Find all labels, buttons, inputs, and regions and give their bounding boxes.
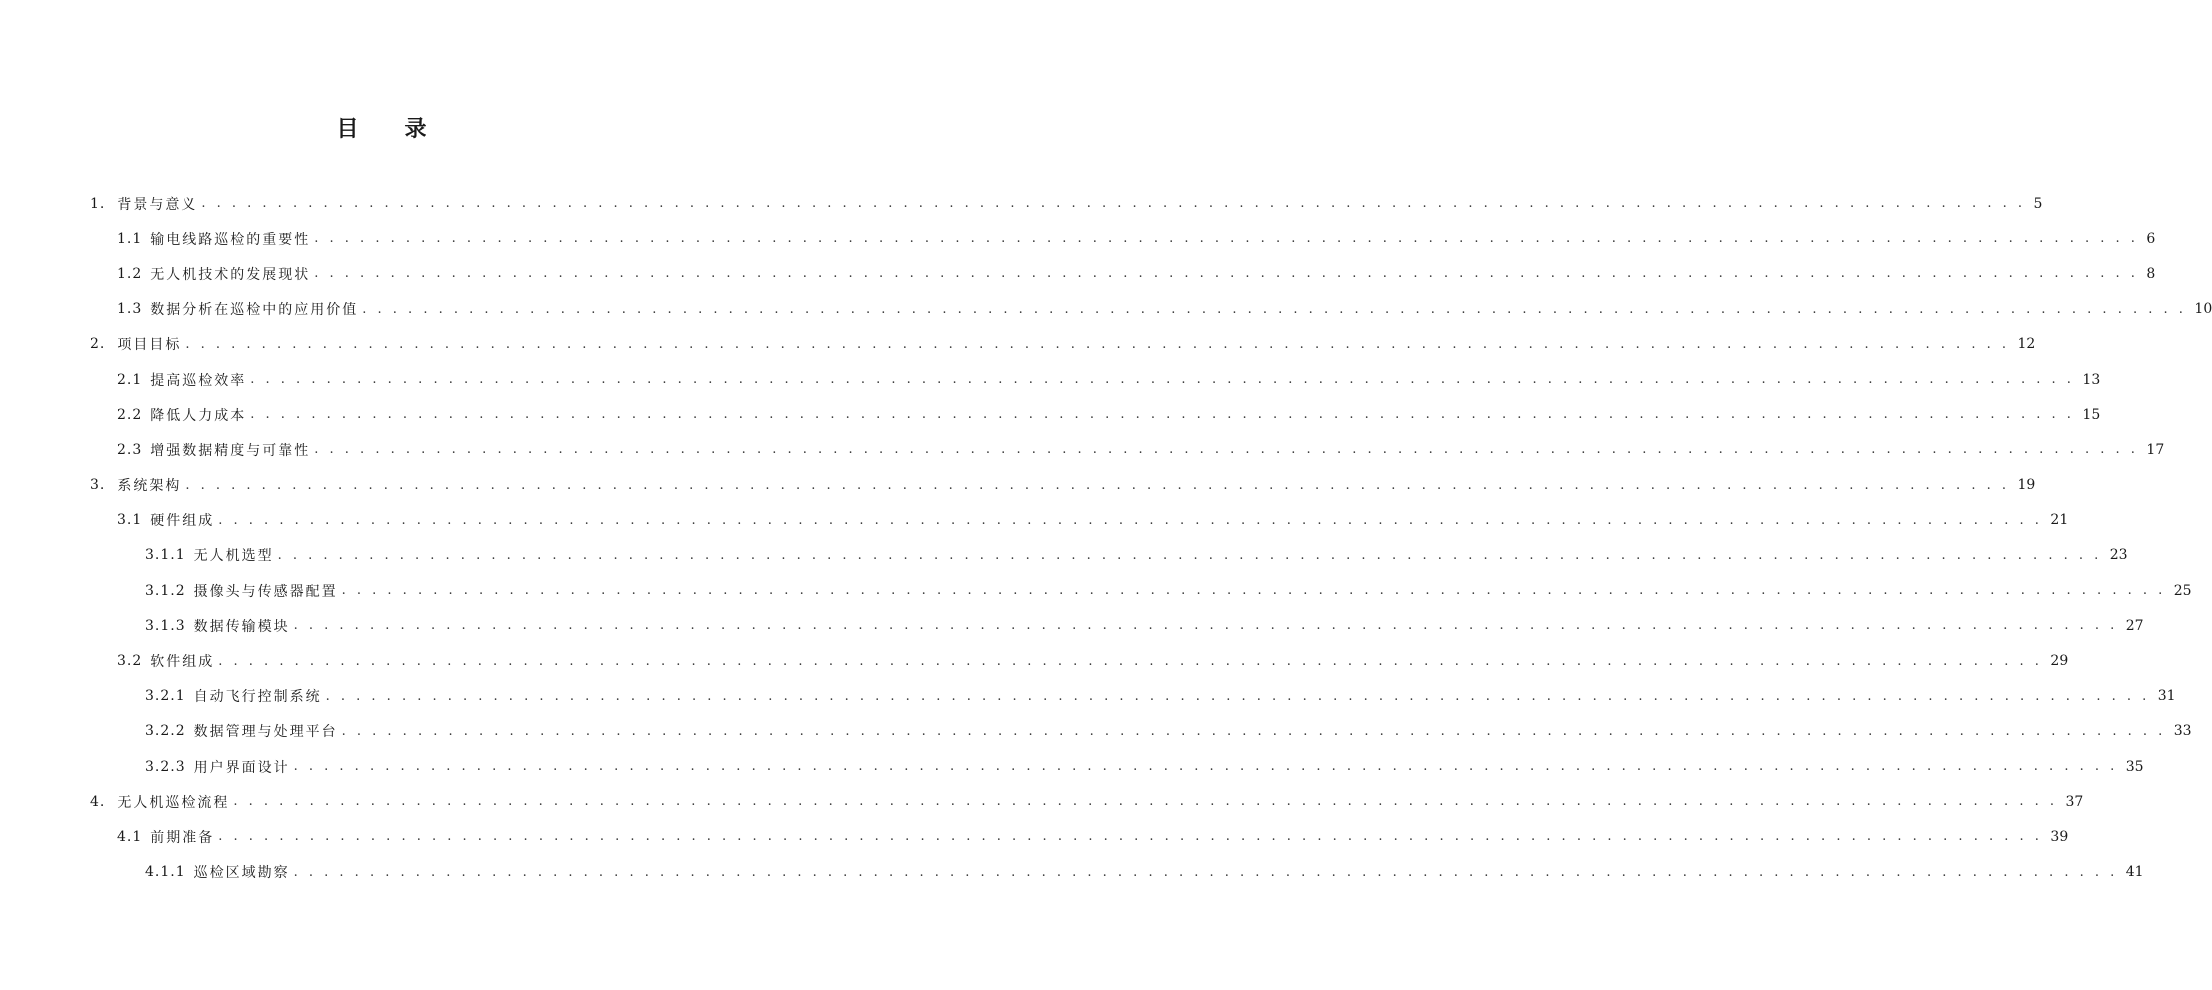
toc-entry[interactable] (0, 292, 2212, 327)
toc-entry-page-number: 29 (2050, 653, 2069, 670)
toc-entry-title: 摄像头与传感器配置 (193, 583, 338, 600)
toc-entry-page-number: 12 (2017, 336, 2036, 353)
toc-entry[interactable] (0, 397, 2101, 432)
toc-dot-leader: . . . . . . . . . . . . . . . . . . . . . . . . . . . . . . . . . . . . . . . . . . . . . . . . . . . . . . . . . . . . . . . . . . . . . . . . . . . . . . . . . . . . . . . . . . . . . . . . . . . . . . . . . . . . . . . . . . . . . . . . (314, 266, 2139, 282)
toc-entry-page-number: 5 (2033, 195, 2043, 212)
page-title-char-1: 目 (336, 117, 361, 142)
toc-dot-leader: . . . . . . . . . . . . . . . . . . . . . . . . . . . . . . . . . . . . . . . . . . . . . . . . . . . . . . . . . . . . . . . . . . . . . . . . . . . . . . . . . . . . . . . . . . . . . . . . . . . . . . . . . . . . . . . . . . . . . . . . (185, 336, 2010, 352)
page-title (0, 112, 765, 143)
toc-entry-number: 4. (90, 793, 106, 810)
toc-entry-title: 前期准备 (150, 829, 215, 846)
toc-entry-number: 3.2.2 (145, 723, 186, 740)
toc-dot-leader: . . . . . . . . . . . . . . . . . . . . . . . . . . . . . . . . . . . . . . . . . . . . . . . . . . . . . . . . . . . . . . . . . . . . . . . . . . . . . . . . . . . . . . . . . . . . . . . . . . . . . . . . . . . . . . . . . . . . . . . . (218, 512, 2043, 528)
toc-entry[interactable] (0, 327, 2036, 362)
toc-entry[interactable] (0, 819, 2069, 854)
toc-entry-title: 降低人力成本 (150, 407, 247, 424)
toc-entry-page-number: 25 (2173, 582, 2192, 599)
table-of-contents (0, 186, 2212, 890)
toc-entry[interactable] (0, 679, 2176, 714)
toc-entry-page-number: 8 (2146, 265, 2156, 282)
toc-dot-leader: . . . . . . . . . . . . . . . . . . . . . . . . . . . . . . . . . . . . . . . . . . . . . . . . . . . . . . . . . . . . . . . . . . . . . . . . . . . . . . . . . . . . . . . . . . . . . . . . . . . . . . . . . . . . . . . . . . . . . . . . (293, 759, 2118, 775)
toc-entry[interactable] (0, 714, 2192, 749)
toc-entry[interactable] (0, 256, 2156, 291)
toc-entry-title: 巡检区域勘察 (193, 865, 290, 882)
toc-entry-title: 提高巡检效率 (150, 372, 247, 389)
toc-entry-number: 3.2 (117, 653, 143, 670)
toc-entry[interactable] (0, 468, 2036, 503)
toc-dot-leader: . . . . . . . . . . . . . . . . . . . . . . . . . . . . . . . . . . . . . . . . . . . . . . . . . . . . . . . . . . . . . . . . . . . . . . . . . . . . . . . . . . . . . . . . . . . . . . . . . . . . . . . . . . . . . . . . . . . . . . . . (218, 653, 2043, 669)
toc-dot-leader: . . . . . . . . . . . . . . . . . . . . . . . . . . . . . . . . . . . . . . . . . . . . . . . . . . . . . . . . . . . . . . . . . . . . . . . . . . . . . . . . . . . . . . . . . . . . . . . . . . . . . . . . . . . . . . . . . . . . . . . . (325, 688, 2150, 704)
toc-entry-page-number: 10 (2194, 301, 2212, 318)
toc-entry[interactable] (0, 749, 2144, 784)
toc-entry[interactable] (0, 573, 2192, 608)
toc-entry-number: 1.3 (117, 301, 143, 318)
toc-entry-title: 背景与意义 (117, 196, 198, 213)
toc-entry-page-number: 37 (2065, 793, 2084, 810)
toc-entry-number: 2. (90, 336, 106, 353)
toc-entry-number: 2.3 (117, 441, 143, 458)
toc-dot-leader: . . . . . . . . . . . . . . . . . . . . . . . . . . . . . . . . . . . . . . . . . . . . . . . . . . . . . . . . . . . . . . . . . . . . . . . . . . . . . . . . . . . . . . . . . . . . . . . . . . . . . . . . . . . . . . . . . . . . . . . . (250, 372, 2075, 388)
toc-entry-page-number: 19 (2017, 477, 2036, 494)
toc-entry[interactable] (0, 538, 2128, 573)
toc-entry-page-number: 31 (2157, 688, 2176, 705)
toc-entry[interactable] (0, 608, 2144, 643)
toc-entry-page-number: 39 (2050, 828, 2069, 845)
toc-dot-leader: . . . . . . . . . . . . . . . . . . . . . . . . . . . . . . . . . . . . . . . . . . . . . . . . . . . . . . . . . . . . . . . . . . . . . . . . . . . . . . . . . . . . . . . . . . . . . . . . . . . . . . . . . . . . . . . . . . . . . . . . (341, 723, 2166, 739)
page-title-char-2: 录 (404, 117, 429, 142)
toc-entry[interactable] (0, 643, 2069, 678)
toc-entry-page-number: 17 (2146, 441, 2165, 458)
toc-entry-title: 无人机选型 (193, 548, 274, 565)
toc-dot-leader: . . . . . . . . . . . . . . . . . . . . . . . . . . . . . . . . . . . . . . . . . . . . . . . . . . . . . . . . . . . . . . . . . . . . . . . . . . . . . . . . . . . . . . . . . . . . . . . . . . . . . . . . . . . . . . . . . . . . . . . . (233, 794, 2058, 810)
toc-entry-number: 1. (90, 195, 106, 212)
toc-entry-page-number: 33 (2173, 723, 2192, 740)
toc-entry-title: 项目目标 (117, 337, 182, 354)
toc-dot-leader: . . . . . . . . . . . . . . . . . . . . . . . . . . . . . . . . . . . . . . . . . . . . . . . . . . . . . . . . . . . . . . . . . . . . . . . . . . . . . . . . . . . . . . . . . . . . . . . . . . . . . . . . . . . . . . . . . . . . . . . . (250, 407, 2075, 423)
toc-entry-number: 2.2 (117, 406, 143, 423)
toc-entry-number: 3. (90, 477, 106, 494)
toc-entry[interactable] (0, 186, 2043, 221)
toc-entry-title: 无人机巡检流程 (117, 794, 230, 811)
toc-entry-title: 数据分析在巡检中的应用价值 (150, 302, 359, 319)
toc-entry-title: 输电线路巡检的重要性 (150, 231, 311, 248)
toc-entry-number: 3.1.3 (145, 617, 186, 634)
toc-entry-number: 3.2.1 (145, 688, 186, 705)
toc-entry[interactable] (0, 855, 2144, 890)
toc-dot-leader: . . . . . . . . . . . . . . . . . . . . . . . . . . . . . . . . . . . . . . . . . . . . . . . . . . . . . . . . . . . . . . . . . . . . . . . . . . . . . . . . . . . . . . . . . . . . . . . . . . . . . . . . . . . . . . . . . . . . . . . . (218, 829, 2043, 845)
toc-dot-leader: . . . . . . . . . . . . . . . . . . . . . . . . . . . . . . . . . . . . . . . . . . . . . . . . . . . . . . . . . . . . . . . . . . . . . . . . . . . . . . . . . . . . . . . . . . . . . . . . . . . . . . . . . . . . . . . . . . . . . . . . (277, 547, 2102, 563)
toc-entry-number: 3.1.2 (145, 582, 186, 599)
toc-entry-page-number: 21 (2050, 512, 2069, 529)
toc-dot-leader: . . . . . . . . . . . . . . . . . . . . . . . . . . . . . . . . . . . . . . . . . . . . . . . . . . . . . . . . . . . . . . . . . . . . . . . . . . . . . . . . . . . . . . . . . . . . . . . . . . . . . . . . . . . . . . . . . . . . . . . . (341, 583, 2166, 599)
toc-entry-title: 系统架构 (117, 478, 182, 495)
toc-entry-number: 4.1.1 (145, 864, 186, 881)
toc-entry[interactable] (0, 503, 2069, 538)
toc-entry-title: 增强数据精度与可靠性 (150, 442, 311, 459)
toc-entry-number: 3.1 (117, 512, 143, 529)
toc-entry-title: 无人机技术的发展现状 (150, 266, 311, 283)
toc-entry-number: 3.2.3 (145, 758, 186, 775)
toc-entry-number: 4.1 (117, 828, 143, 845)
toc-entry-title: 数据管理与处理平台 (193, 724, 338, 741)
toc-entry-page-number: 35 (2125, 758, 2144, 775)
toc-dot-leader: . . . . . . . . . . . . . . . . . . . . . . . . . . . . . . . . . . . . . . . . . . . . . . . . . . . . . . . . . . . . . . . . . . . . . . . . . . . . . . . . . . . . . . . . . . . . . . . . . . . . . . . . . . . . . . . . . . . . . . . . (362, 301, 2187, 317)
toc-entry-number: 2.1 (117, 371, 143, 388)
toc-entry-title: 数据传输模块 (193, 618, 290, 635)
toc-entry-title: 硬件组成 (150, 513, 215, 530)
toc-entry-page-number: 6 (2146, 230, 2156, 247)
toc-entry[interactable] (0, 432, 2165, 467)
toc-entry-page-number: 13 (2082, 371, 2101, 388)
toc-entry-page-number: 23 (2109, 547, 2128, 564)
toc-entry-number: 1.1 (117, 230, 143, 247)
toc-dot-leader: . . . . . . . . . . . . . . . . . . . . . . . . . . . . . . . . . . . . . . . . . . . . . . . . . . . . . . . . . . . . . . . . . . . . . . . . . . . . . . . . . . . . . . . . . . . . . . . . . . . . . . . . . . . . . . . . . . . . . . . . (185, 477, 2010, 493)
toc-dot-leader: . . . . . . . . . . . . . . . . . . . . . . . . . . . . . . . . . . . . . . . . . . . . . . . . . . . . . . . . . . . . . . . . . . . . . . . . . . . . . . . . . . . . . . . . . . . . . . . . . . . . . . . . . . . . . . . . . . . . . . . . (314, 231, 2139, 247)
toc-entry[interactable] (0, 362, 2101, 397)
toc-dot-leader: . . . . . . . . . . . . . . . . . . . . . . . . . . . . . . . . . . . . . . . . . . . . . . . . . . . . . . . . . . . . . . . . . . . . . . . . . . . . . . . . . . . . . . . . . . . . . . . . . . . . . . . . . . . . . . . . . . . . . . . . (314, 442, 2139, 458)
toc-entry-number: 1.2 (117, 265, 143, 282)
toc-entry-page-number: 41 (2125, 864, 2144, 881)
toc-entry-title: 用户界面设计 (193, 759, 290, 776)
toc-entry[interactable] (0, 784, 2084, 819)
toc-entry[interactable] (0, 221, 2156, 256)
toc-entry-title: 软件组成 (150, 654, 215, 671)
toc-entry-number: 3.1.1 (145, 547, 186, 564)
toc-entry-page-number: 27 (2125, 617, 2144, 634)
toc-entry-page-number: 15 (2082, 406, 2101, 423)
toc-dot-leader: . . . . . . . . . . . . . . . . . . . . . . . . . . . . . . . . . . . . . . . . . . . . . . . . . . . . . . . . . . . . . . . . . . . . . . . . . . . . . . . . . . . . . . . . . . . . . . . . . . . . . . . . . . . . . . . . . . . . . . . . (293, 864, 2118, 880)
toc-dot-leader: . . . . . . . . . . . . . . . . . . . . . . . . . . . . . . . . . . . . . . . . . . . . . . . . . . . . . . . . . . . . . . . . . . . . . . . . . . . . . . . . . . . . . . . . . . . . . . . . . . . . . . . . . . . . . . . . . . . . . . . . (293, 618, 2118, 634)
toc-entry-title: 自动飞行控制系统 (193, 689, 322, 706)
toc-dot-leader: . . . . . . . . . . . . . . . . . . . . . . . . . . . . . . . . . . . . . . . . . . . . . . . . . . . . . . . . . . . . . . . . . . . . . . . . . . . . . . . . . . . . . . . . . . . . . . . . . . . . . . . . . . . . . . . . . . . . . . . . (201, 196, 2026, 212)
